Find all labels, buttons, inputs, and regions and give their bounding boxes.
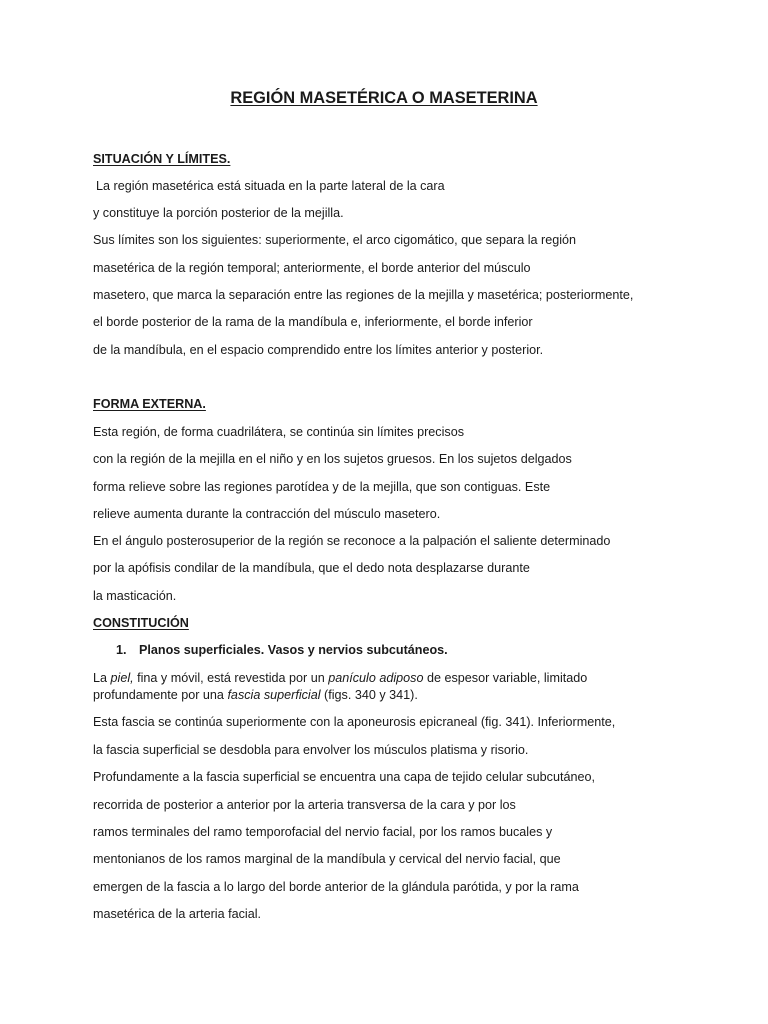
paragraph-line: ramos terminales del ramo temporofacial del nervio facial, por los ramos bucales y: [93, 825, 553, 839]
italic-term: piel,: [110, 671, 134, 685]
paragraph-line: el borde posterior de la rama de la mandíbula e, inferiormente, el borde inferior: [93, 315, 533, 329]
paragraph-line: masetérica de la región temporal; anteriormente, el borde anterior del músculo: [93, 261, 531, 275]
paragraph-line: relieve aumenta durante la contracción del músculo masetero.: [93, 507, 441, 521]
paragraph-line: la fascia superficial se desdobla para envolver los músculos platisma y risorio.: [93, 743, 529, 757]
list-item-text: Planos superficiales. Vasos y nervios subcutáneos.: [139, 643, 448, 657]
paragraph-line: la masticación.: [93, 589, 177, 603]
section-heading-constitucion: CONSTITUCIÓN: [93, 616, 189, 630]
italic-term: fascia superficial: [227, 688, 321, 702]
paragraph-line: Profundamente a la fascia superficial se encuentra una capa de tejido celular subcutáneo,: [93, 770, 595, 784]
section-heading-situacion: SITUACIÓN Y LÍMITES.: [93, 152, 231, 166]
paragraph-line: mentonianos de los ramos marginal de la mandíbula y cervical del nervio facial, que: [93, 852, 561, 866]
paragraph-line: recorrida de posterior a anterior por la arteria transversa de la cara y por los: [93, 798, 516, 812]
list-item-number: 1.: [116, 643, 127, 657]
text-run: de espesor variable, limitado: [423, 671, 588, 685]
document-title: REGIÓN MASETÉRICA O MASETERINA: [230, 89, 538, 107]
paragraph-line: Esta fascia se continúa superiormente con la aponeurosis epicraneal (fig. 341). Inferiormente,: [93, 715, 616, 729]
paragraph-line: [93, 687, 418, 703]
text-run: profundamente por una: [93, 688, 228, 702]
paragraph-line: forma relieve sobre las regiones parotídea y de la mejilla, que son contiguas. Este: [93, 480, 551, 494]
text-run: (figs. 340 y 341).: [320, 688, 418, 702]
paragraph-line: masetero, que marca la separación entre las regiones de la mejilla y masetérica; posteriormente,: [93, 288, 634, 302]
paragraph-line: de la mandíbula, en el espacio comprendido entre los límites anterior y posterior.: [93, 343, 544, 357]
text-run: fina y móvil, está revestida por un: [133, 671, 329, 685]
paragraph-line: masetérica de la arteria facial.: [93, 907, 261, 921]
paragraph-line: La región masetérica está situada en la parte lateral de la cara: [96, 179, 445, 193]
paragraph-line: y constituye la porción posterior de la mejilla.: [93, 206, 344, 220]
paragraph-line: Esta región, de forma cuadrilátera, se continúa sin límites precisos: [93, 425, 464, 439]
paragraph-line: emergen de la fascia a lo largo del borde anterior de la glándula parótida, y por la rama: [93, 880, 579, 894]
section-heading-forma-externa: FORMA EXTERNA.: [93, 397, 206, 411]
italic-term: panículo adiposo: [328, 671, 424, 685]
paragraph-line: En el ángulo posterosuperior de la región se reconoce a la palpación el saliente determinado: [93, 534, 611, 548]
paragraph-line: con la región de la mejilla en el niño y en los sujetos gruesos. En los sujetos delgados: [93, 452, 572, 466]
paragraph-line: Sus límites son los siguientes: superiormente, el arco cigomático, que separa la región: [93, 233, 577, 247]
text-run: La: [93, 671, 111, 685]
paragraph-line: por la apófisis condilar de la mandíbula, que el dedo nota desplazarse durante: [93, 561, 530, 575]
paragraph-line: [93, 670, 587, 686]
